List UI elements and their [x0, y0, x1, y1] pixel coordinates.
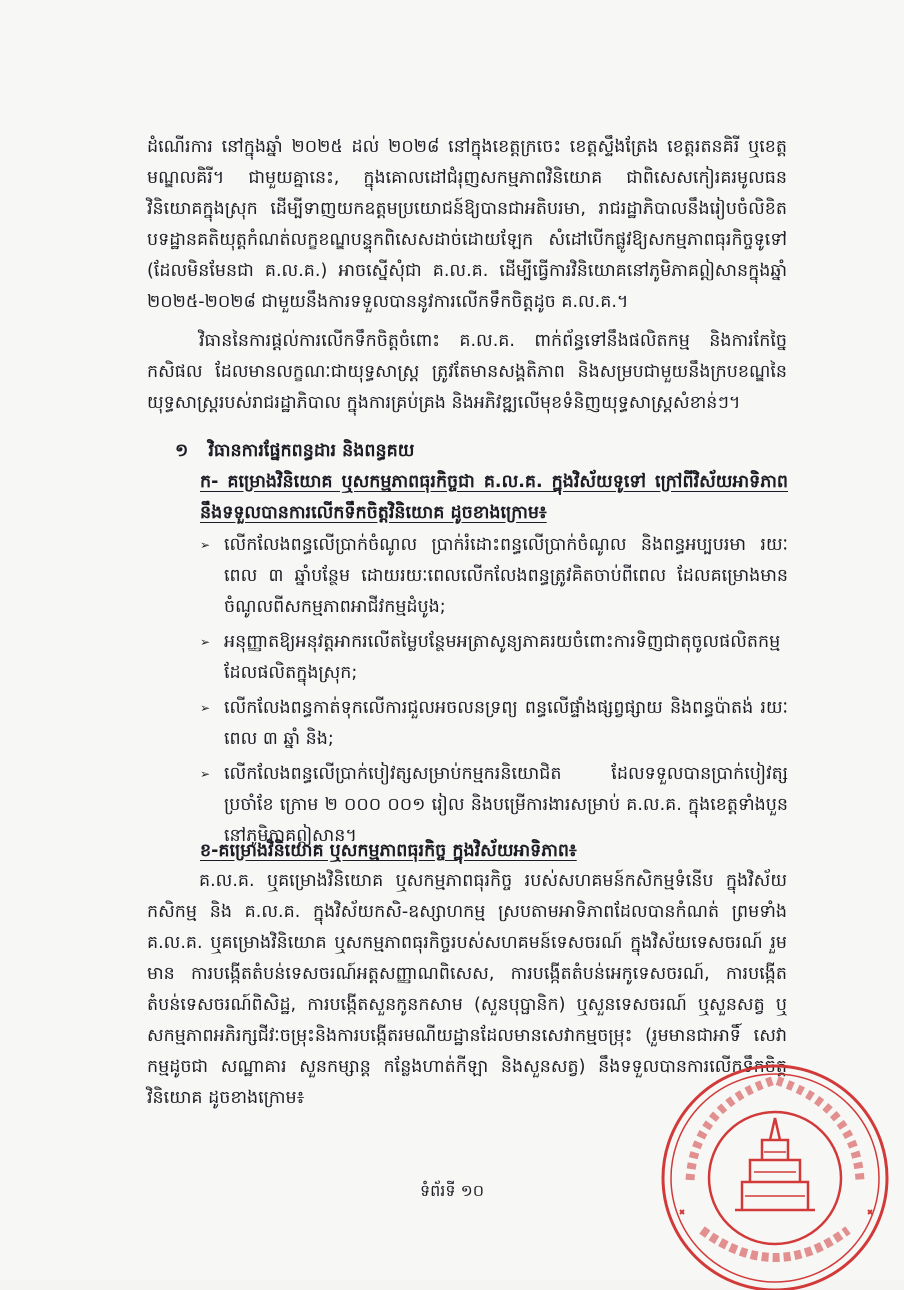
list-item [196, 693, 788, 755]
arrow-bullet-icon: ➢ [200, 635, 211, 649]
official-seal-stamp [650, 1060, 900, 1290]
section-1-number: ១ [175, 441, 189, 461]
list-item [196, 530, 788, 623]
paragraph-strategic-products: វិធាននៃការផ្តល់ការលើកទឹកចិត្តចំពោះ គ.ល.គ. ពាក់ព័ន្ធទៅនឹងផលិតកម្ម និងការកែច្នៃកសិផល ដែលមានលក្ខណៈជាយុទ្ធសាស្ត្រ ត្រូវតែមានសង្គតិភាព និងសម្របជាមួយនឹងក្របខណ្ឌនៃយុទ្ធសាស្ត្ររបស់រាជរដ្ឋាភិបាល ក្នុងការគ្រប់គ្រង និងអភិវឌ្ឍលើមុខទំនិញយុទ្ធសាស្ត្រសំខាន់ៗ។ [147, 331, 787, 413]
bullet-text: លើកលែងពន្ធលើប្រាក់ចំណូល ប្រាក់រំដោះពន្ធលើប្រាក់ចំណូល និងពន្ធអប្បបរមា រយៈពេល ៣ ឆ្នាំបន្ថែម ដោយរយៈពេលលើកលែងពន្ធត្រូវគិតចាប់ពីពេល ដែលគម្រោងមានចំណូលពីសកម្មភាពអាជីវកម្មដំបូង; [224, 535, 788, 617]
bullet-text: លើកលែងពន្ធកាត់ទុកលើការជួលអចលនទ្រព្យ ពន្ធលើផ្ទាំងផ្សព្វផ្សាយ និងពន្ធប៉ាតង់ រយៈពេល ៣ ឆ្នាំ និង; [224, 698, 788, 749]
arrow-bullet-icon: ➢ [200, 538, 211, 552]
paragraph-priority-sectors: គ.ល.គ. ឬគម្រោងវិនិយោគ ឬសកម្មភាពធុរកិច្ច របស់សហគមន៍កសិកម្មទំនើប ក្នុងវិស័យកសិកម្ម និង គ.ល.គ. ក្នុងវិស័យកសិ-ឧស្សាហកម្ម ស្របតាមអាទិភាពដែលបានកំណត់ ព្រមទាំង គ.ល.គ. ឬគម្រោងវិនិយោគ ឬសកម្មភាពធុរកិច្ចរបស់សហគមន៍ទេសចរណ៍ ក្នុងវិស័យទេសចរណ៍ រួមមាន ការបង្កើតតំបន់ទេសចរណ៍អត្តសញ្ញាណពិសេស, ការបង្កើតតំបន់អេកូទេសចរណ៍, ការបង្កើតតំបន់ទេសចរណ៍ពិសិដ្ឋ, ការបង្កើតសួនកូនកសាម (សួនបុប្ផានិក) ឬសួនទេសចរណ៍ ឬសួនសត្វ ឬសកម្មភាពអភិរក្សជីវៈចម្រុះនិងការបង្កើតរមណីយដ្ឋានដែលមានសេវាកម្មចម្រុះ (រួមមានជាអាទិ៍ សេវាកម្មដូចជា សណ្ឋាគារ សួនកម្សាន្ត កន្លែងហាត់កីឡា និងសួនសត្វ) នឹងទទួលបានការលើកទឹកចិត្តវិនិយោគ ដូចខាងក្រោម៖ [147, 871, 787, 1108]
list-item [196, 627, 788, 689]
page-number: ទំព័រទី ១០ [419, 1181, 485, 1200]
subsection-b-heading: ខ-គម្រោងវិនិយោគ ឬសកម្មភាពធុរកិច្ច ក្នុងវិស័យអាទិភាព៖ [200, 841, 577, 861]
arrow-bullet-icon: ➢ [200, 767, 211, 781]
section-1-title: វិធានការផ្នែកពន្ធដារ និងពន្ធគយ [208, 441, 415, 461]
arrow-bullet-icon: ➢ [200, 701, 211, 715]
section-1-heading [175, 436, 414, 467]
paragraph-intro-continued: ដំណើរការ នៅក្នុងឆ្នាំ ២០២៥ ដល់ ២០២៨ នៅក្នុងខេត្តក្រចេះ ខេត្តស្ទឹងត្រែង ខេត្តរតនគិរី ឬខេត្តមណ្ឌលគិរី។ ជាមួយគ្នានេះ, ក្នុងគោលដៅជំរុញសកម្មភាពវិនិយោគ ជាពិសេសកៀរគរមូលធនវិនិយោគក្នុងស្រុក ដើម្បីទាញយកឧត្តមប្រយោជន៍ឱ្យបានជាអតិបរមា, រាជរដ្ឋាភិបាលនឹងរៀបចំលិខិតបទដ្ឋានគតិយុត្តកំណត់លក្ខខណ្ឌបន្ទុកពិសេសដាច់ដោយឡែក សំដៅបើកផ្លូវឱ្យសកម្មភាពធុរកិច្ចទូទៅ (ដែលមិនមែនជា គ.ល.គ.) អាចស្នើសុំជា គ.ល.គ. ដើម្បីធ្វើការវិនិយោគនៅភូមិភាគឦសានក្នុងឆ្នាំ ២០២៥-២០២៨ ជាមួយនឹងការទទួលបាននូវការលើកទឹកចិត្តដូច គ.ល.គ.។ [147, 137, 787, 312]
subsection-a-heading: ក- គម្រោងវិនិយោគ ឬសកម្មភាពធុរកិច្ចជា គ.ល.គ. ក្នុងវិស័យទូទៅ ក្រៅពីវិស័យអាទិភាព នឹងទទួលបានការលើកទឹកចិត្តវិនិយោគ ដូចខាងក្រោម៖ [200, 472, 788, 523]
incentive-bullet-list [196, 530, 788, 856]
bullet-text: លើកលែងពន្ធលើប្រាក់បៀវត្សសម្រាប់កម្មករនិយោជិត ដែលទទួលបានប្រាក់បៀវត្សប្រចាំខែ ក្រោម ២ ០០០ ០០១ រៀល និងបម្រើការងារសម្រាប់ គ.ល.គ. ក្នុងខេត្តទាំងបួននៅភូមិភាគឦសាន។ [224, 764, 788, 846]
seal-graphic [650, 1060, 900, 1290]
bullet-text: អនុញ្ញាតឱ្យអនុវត្តអាករលើតម្លៃបន្ថែមអត្រាសូន្យភាគរយចំពោះការទិញជាតុចូលផលិតកម្ម ដែលផលិតក្នុងស្រុក; [224, 632, 781, 683]
